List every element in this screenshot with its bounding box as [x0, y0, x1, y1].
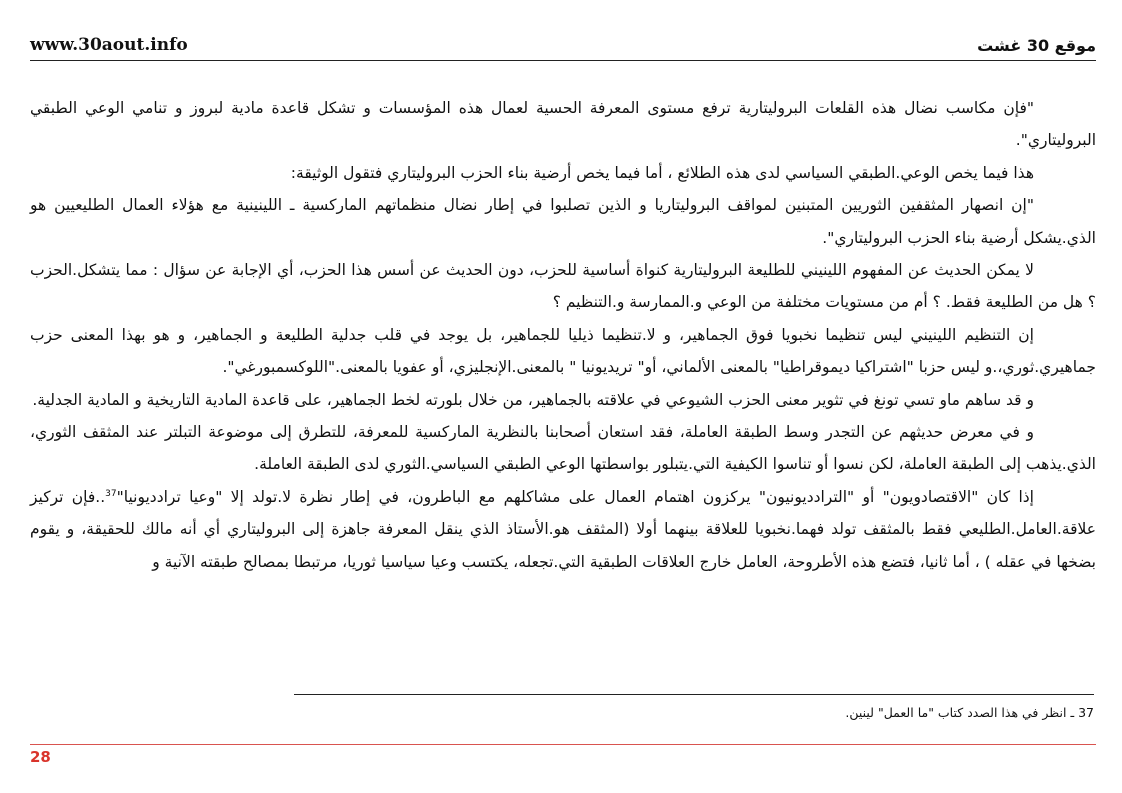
footer-divider	[30, 744, 1096, 745]
page-number: 28	[30, 748, 51, 766]
site-name: موقع 30 غشت	[977, 35, 1096, 55]
paragraph-with-footnote-ref: إذا كان "الاقتصادويون" أو "الترادديونيون" يركزون اهتمام العمال على مشاكلهم مع الباطرون، في إطار نظرة لا.تولد إلا "وعيا ترادديونيا"$^{37}$..فإن تركيز علاقة.العامل.الطليعي فقط بالمثقف تولد فهما.نخبويا للعلاقة بينهما أولا (المثقف هو.الأستاذ الذي ينقل المعرفة جاهزة إلى البروليتاري أي أنه مالك للحقيقة، و يقوم بضخها في عقله ) ، أما ثانيا، فتضع هذه الأطروحة، العامل خارج العلاقات الطبقية التي.تجعله، يكتسب وعيا سياسيا ثوريا، مرتبطا بمصالح طبقته الآنية و	[30, 487, 1096, 571]
paragraph: "إن انصهار المثقفين الثوريين المتبنين لمواقف البروليتاريا و الذين تصلبوا في إطار نضال منظماتهم الماركسية ـ اللينينية مع هؤلاء العمال الطليعيين هو الذي.يشكل أرضية بناء الحزب البروليتاري".	[30, 196, 1096, 247]
paragraph: لا يمكن الحديث عن المفهوم اللينيني للطليعة البروليتارية كنواة أساسية للحزب، دون الحديث عن أسس هذا الحزب، أي الإجابة عن سؤال : مما يتشكل.الحزب ؟ هل من الطليعة فقط. ؟ أم من مستويات مختلفة من الوعي و.الممارسة و.التنظيم ؟	[30, 261, 1096, 312]
footnote-ref[interactable]: 37	[105, 488, 117, 499]
paragraph: إن التنظيم اللينيني ليس تنظيما نخبويا فوق الجماهير، و لا.تنظيما ذيليا للجماهير، بل يوجد في قلب جدلية الطليعة و الجماهير، و هو بهذا المعنى حزب جماهيري.ثوري،.و ليس حزبا "اشتراكيا ديموقراطيا" بالمعنى الألماني، أو" تريديونيا " بالمعنى.الإنجليزي، أو عفويا بالمعنى."اللوكسمبورغي".	[30, 325, 1096, 377]
paragraph: هذا فيما يخص الوعي.الطبقي السياسي لدى هذه الطلائع ، أما فيما يخص أرضية بناء الحزب البروليتاري فتقول الوثيقة:	[290, 163, 1034, 182]
paragraph: و في معرض حديثهم عن التجدر وسط الطبقة العاملة، فقد استعان أصحابنا بالنظرية الماركسية للمعرفة، للتطرق إلى موضوعة التبلتر عند المثقف الثوري، الذي.يذهب إلى الطبقة العاملة، لكن نسوا أو تناسوا الكيفية التي.يتبلور بواسطتها الوعي الطبقي السياسي.الثوري لدى الطبقة العاملة.	[30, 423, 1096, 474]
paragraph: و قد ساهم ماو تسي تونغ في تثوير معنى الحزب الشيوعي في علاقته بالجماهير، من خلال بلورته لخط الجماهير، على قاعدة المادية التاريخية و المادية الجدلية.	[32, 390, 1034, 409]
footnote-divider	[294, 694, 1094, 695]
paragraph: "فإن مكاسب نضال هذه القلعات البروليتارية ترفع مستوى المعرفة الحسية لعمال هذه المؤسسات و تشكل قاعدة مادية لبروز و تنامي الوعي الطبقي البروليتاري".	[30, 99, 1096, 150]
footnote: 37 ـ انظر في هذا الصدد كتاب "ما العمل" لينين.	[845, 705, 1094, 720]
body-text	[30, 92, 1096, 578]
page-header	[30, 30, 1096, 61]
site-url[interactable]: www.30aout.info	[30, 35, 188, 55]
